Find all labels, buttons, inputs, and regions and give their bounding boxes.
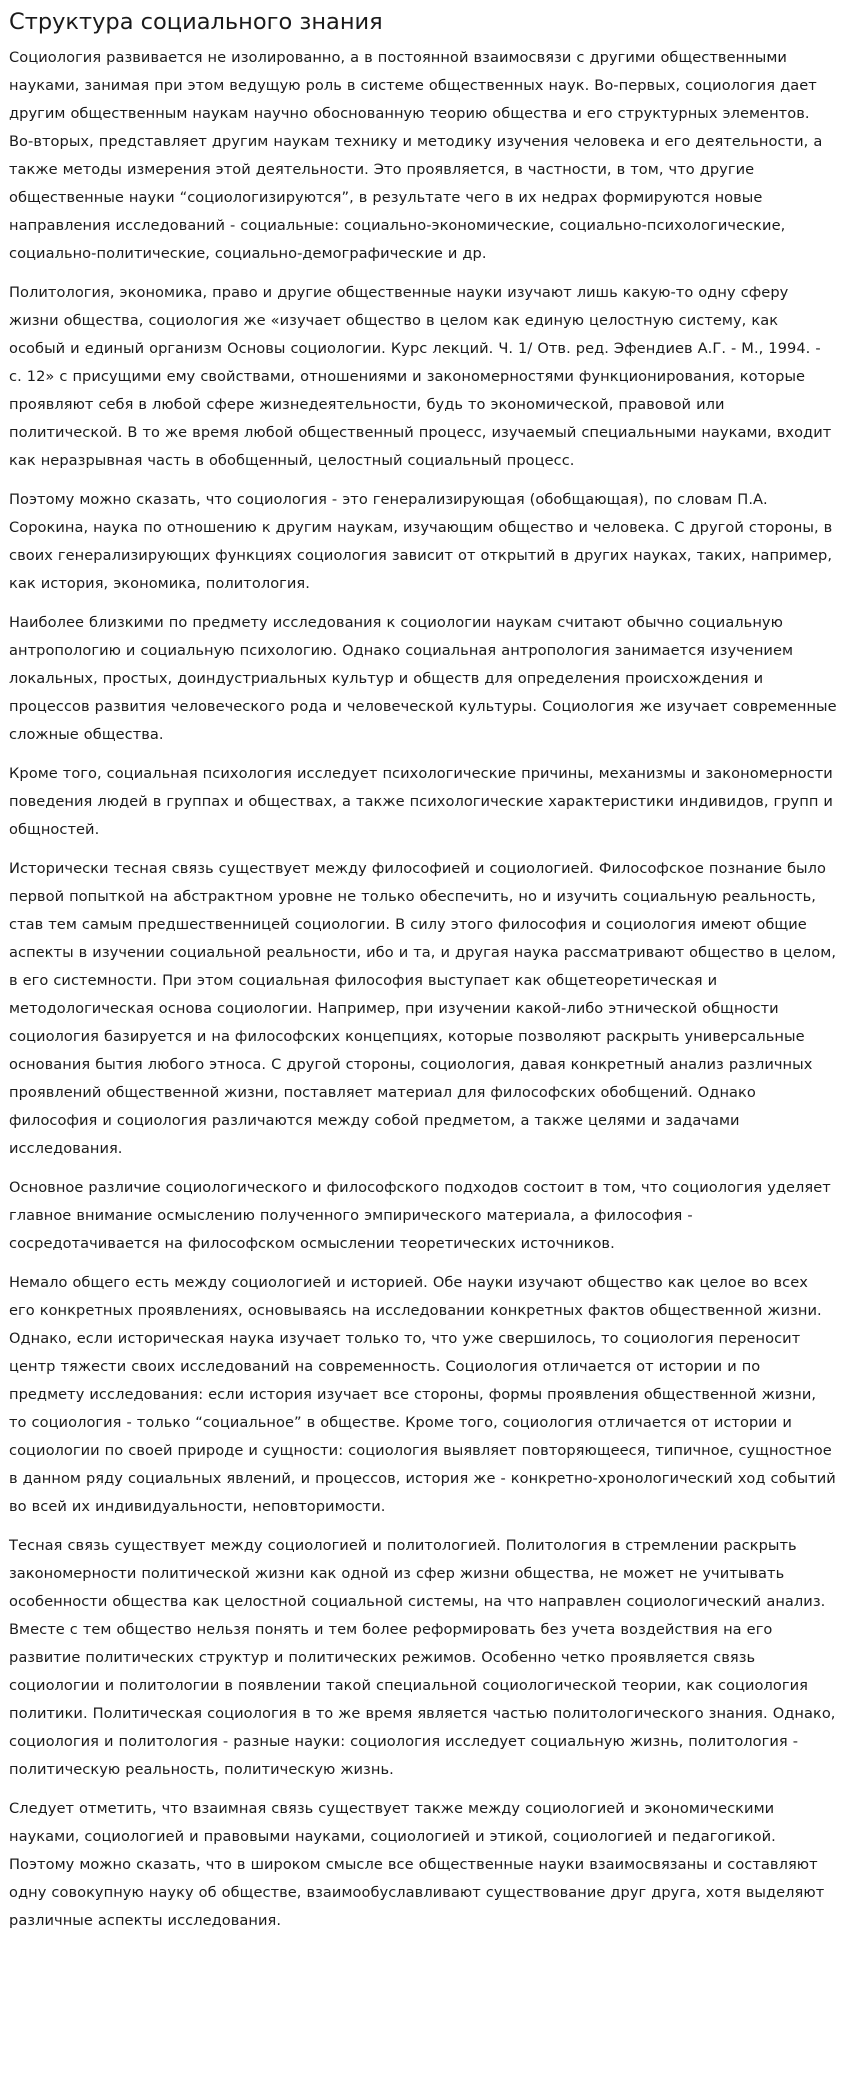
- paragraph-5: Кроме того, социальная психология исследует психологические причины, механизмы и закономерности поведения людей в группах и обществах, а также психологические характеристики индивидов, групп и общностей.: [9, 765, 833, 838]
- paragraph-7: Основное различие социологического и философского подходов состоит в том, что социология уделяет главное внимание осмыслению полученного эмпирического материала, а философия - сосредотачивается на философском осмыслении теоретических источников.: [9, 1179, 831, 1252]
- paragraph-10: Следует отметить, что взаимная связь существует также между социологией и экономическими науками, социологией и правовыми науками, социологией и этикой, социологией и педагогикой. Поэтому можно сказать, что в широком смысле все общественные науки взаимосвязаны и составляют одну совокупную науку об обществе, взаимообуславливают существование друг друга, хотя выделяют различные аспекты исследования.: [9, 1800, 825, 1929]
- paragraph-1: Социология развивается не изолированно, а в постоянной взаимосвязи с другими общественными науками, занимая при этом ведущую роль в системе общественных наук. Во-первых, социология дает другим общественным наукам научно обоснованную теорию общества и его структурных элементов. Во-вторых, представляет другим наукам технику и методику изучения человека и его деятельности, а также методы измерения этой деятельности. Это проявляется, в частности, в том, что другие общественные науки “социологизируются”, в результате чего в их недрах формируются новые направления исследований - социальные: социально-экономические, социально-психологические, социально-политические, социально-демографические и др.: [9, 49, 823, 262]
- paragraph-8: Немало общего есть между социологией и историей. Обе науки изучают общество как целое во всех его конкретных проявлениях, основываясь на исследовании конкретных фактов общественной жизни. Однако, если историческая наука изучает только то, что уже свершилось, то социология переносит центр тяжести своих исследований на современность. Социология отличается от истории и по предмету исследования: если история изучает все стороны, формы проявления общественной жизни, то социология - только “социальное” в обществе. Кроме того, социология отличается от истории и социологии по своей природе и сущности: социология выявляет повторяющееся, типичное, сущностное в данном ряду социальных явлений, и процессов, история же - конкретно-хронологический ход событий во всей их индивидуальности, неповторимости.: [9, 1274, 836, 1515]
- paragraph-4: Наиболее близкими по предмету исследования к социологии наукам считают обычно социальную антропологию и социальную психологию. Однако социальная антропология занимается изучением локальных, простых, доиндустриальных культур и обществ для определения происхождения и процессов развития человеческого рода и человеческой культуры. Социология же изучает современные сложные общества.: [9, 614, 837, 743]
- paragraph-9: Тесная связь существует между социологией и политологией. Политология в стремлении раскрыть закономерности политической жизни как одной из сфер жизни общества, не может не учитывать особенности общества как целостной социальной системы, на что направлен социологический анализ. Вместе с тем общество нельзя понять и тем более реформировать без учета воздействия на его развитие политических структур и политических режимов. Особенно четко проявляется связь социологии и политологии в появлении такой специальной социологической теории, как социология политики. Политическая социология в то же время является частью политологического знания. Однако, социология и политология - разные науки: социология исследует социальную жизнь, политология - политическую реальность, политическую жизнь.: [9, 1537, 836, 1778]
- paragraph-3: Поэтому можно сказать, что социология - это генерализирующая (обобщающая), по словам П.А. Сорокина, наука по отношению к другим наукам, изучающим общество и человека. С другой стороны, в своих генерализирующих функциях социология зависит от открытий в других науках, таких, например, как история, экономика, политология.: [9, 491, 833, 592]
- paragraph-2: Политология, экономика, право и другие общественные науки изучают лишь какую-то одну сферу жизни общества, социология же «изучает общество в целом как единую целостную систему, как особый и единый организм Основы социологии. Курс лекций. Ч. 1/ Отв. ред. Эфендиев А.Г. - М., 1994. - с. 12» с присущими ему свойствами, отношениями и закономерностями функционирования, которые проявляют себя в любой сфере жизнедеятельности, будь то экономической, правовой или политической. В то же время любой общественный процесс, изучаемый специальными науками, входит как неразрывная часть в обобщенный, целостный социальный процесс.: [9, 284, 832, 469]
- page-title: Структура социального знания: [9, 9, 383, 35]
- paragraph-6: Исторически тесная связь существует между философией и социологией. Философское познание было первой попыткой на абстрактном уровне не только обеспечить, но и изучить социальную реальность, став тем самым предшественницей социологии. В силу этого философия и социология имеют общие аспекты в изучении социальной реальности, ибо и та, и другая наука рассматривают общество в целом, в его системности. При этом социальная философия выступает как общетеоретическая и методологическая основа социологии. Например, при изучении какой-либо этнической общности социология базируется и на философских концепциях, которые позволяют раскрыть универсальные основания бытия любого этноса. С другой стороны, социология, давая конкретный анализ различных проявлений общественной жизни, поставляет материал для философских обобщений. Однако философия и социология различаются между собой предметом, а также целями и задачами исследования.: [9, 860, 837, 1157]
